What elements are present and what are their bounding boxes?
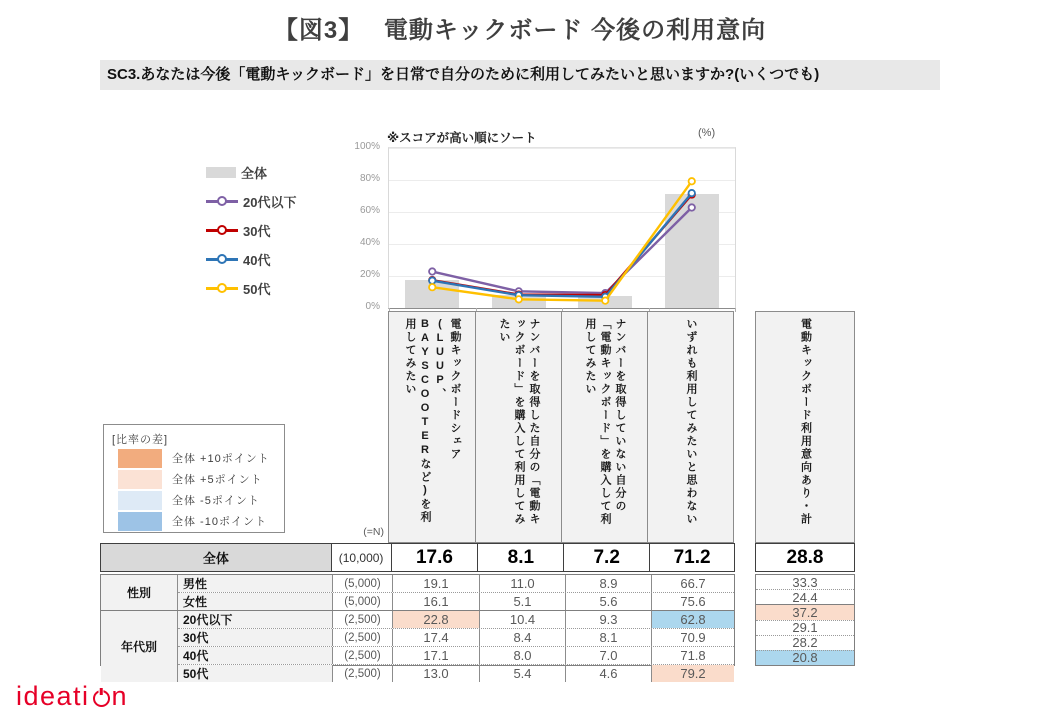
color-swatch-icon bbox=[118, 470, 162, 489]
summary-cell: 37.2 bbox=[756, 604, 854, 619]
n-label: (=N) bbox=[363, 526, 384, 538]
column-header: 電動キックボードシェア(LUUP、BAYSCOOTERなど)を利用してみたい bbox=[388, 311, 476, 543]
y-axis: 0% 20% 40% 60% 80% 100% bbox=[354, 141, 380, 312]
table-row bbox=[178, 575, 734, 592]
table-cell-value: 71.2 bbox=[649, 544, 734, 571]
summary-cell: 29.1 bbox=[756, 620, 854, 635]
summary-cell: 20.8 bbox=[756, 650, 854, 665]
group-label: 年代別 bbox=[101, 611, 177, 682]
table-cell-value: 5.4 bbox=[479, 665, 565, 682]
table-cell-value: 5.6 bbox=[565, 593, 651, 610]
table-cell-value: 70.9 bbox=[651, 629, 734, 646]
diff-legend-title: [比率の差] bbox=[112, 434, 169, 446]
table-cell-value: 13.0 bbox=[392, 665, 479, 682]
table-column-headers bbox=[388, 311, 734, 543]
diff-legend-item: 全体 -5ポイント bbox=[112, 490, 276, 510]
n-value: (2,500) bbox=[332, 647, 392, 664]
table-row bbox=[178, 592, 734, 610]
color-swatch-icon bbox=[118, 491, 162, 510]
table-cell-value: 10.4 bbox=[479, 611, 565, 628]
chart-legend bbox=[206, 164, 296, 296]
chart-plot-area bbox=[388, 147, 736, 309]
table-cell-value: 17.1 bbox=[392, 647, 479, 664]
summary-total-cell: 28.8 bbox=[755, 543, 855, 572]
legend-label: 30代 bbox=[243, 223, 271, 239]
row-label: 30代 bbox=[178, 629, 332, 646]
row-label: 50代 bbox=[178, 665, 332, 682]
summary-cell: 33.3 bbox=[792, 574, 818, 590]
legend-item-30s bbox=[206, 222, 296, 238]
table-cell-value: 71.8 bbox=[651, 647, 734, 664]
question-text: SC3.あなたは今後「電動キックボード」を日常で自分のために利用してみたいと思いますか?(いくつでも) bbox=[107, 66, 820, 83]
n-value: (5,000) bbox=[332, 593, 392, 610]
table-cell-value: 5.1 bbox=[479, 593, 565, 610]
table-body bbox=[100, 574, 735, 681]
line-swatch-icon bbox=[206, 227, 238, 234]
legend-item-total bbox=[206, 164, 296, 180]
row-label: 女性 bbox=[178, 593, 332, 610]
table-cell-value: 8.1 bbox=[565, 629, 651, 646]
table-row-total bbox=[100, 543, 735, 572]
table-row bbox=[178, 611, 734, 628]
n-value: (2,500) bbox=[332, 665, 392, 682]
table-cell-value: 8.4 bbox=[479, 629, 565, 646]
table-cell-value: 8.9 bbox=[565, 575, 651, 592]
summary-cell: 24.4 bbox=[756, 589, 854, 604]
table-row bbox=[178, 664, 734, 682]
table-cell-value: 8.0 bbox=[479, 647, 565, 664]
color-swatch-icon bbox=[118, 512, 162, 531]
legend-item-40s bbox=[206, 251, 296, 267]
table-row bbox=[178, 628, 734, 646]
question-bar bbox=[100, 60, 940, 90]
table-cell-value: 19.1 bbox=[392, 575, 479, 592]
bar-swatch-icon bbox=[206, 167, 236, 178]
table-cell-value: 17.4 bbox=[392, 629, 479, 646]
legend-label: 50代 bbox=[243, 281, 271, 297]
column-header: 電動キックボード利用意向あり・計 bbox=[755, 311, 855, 543]
row-label: 40代 bbox=[178, 647, 332, 664]
group-sex bbox=[101, 575, 734, 610]
row-label: 全体 bbox=[101, 544, 331, 571]
n-value: (5,000) bbox=[332, 575, 392, 592]
table-cell-value: 79.2 bbox=[651, 665, 734, 682]
diff-legend-item: 全体 -10ポイント bbox=[112, 511, 276, 531]
sort-note: ※スコアが高い順にソート bbox=[387, 131, 537, 145]
page-title: 【図3】 電動キックボード 今後の利用意向 bbox=[273, 17, 767, 44]
line-swatch-icon bbox=[206, 285, 238, 292]
table-cell-value: 7.0 bbox=[565, 647, 651, 664]
table-cell-value: 16.1 bbox=[392, 593, 479, 610]
table-cell-value: 66.7 bbox=[651, 575, 734, 592]
color-swatch-icon bbox=[118, 449, 162, 468]
legend-label: 20代以下 bbox=[243, 194, 297, 210]
table-cell-value: 4.6 bbox=[565, 665, 651, 682]
group-label: 性別 bbox=[101, 575, 177, 610]
line-swatch-icon bbox=[206, 198, 238, 205]
n-value: (10,000) bbox=[331, 544, 391, 571]
legend-label: 40代 bbox=[243, 252, 271, 268]
summary-column-body bbox=[755, 574, 855, 666]
summary-cell: 28.2 bbox=[756, 635, 854, 650]
legend-label: 全体 bbox=[241, 165, 268, 181]
diff-legend-item: 全体 +10ポイント bbox=[112, 448, 276, 468]
diff-legend-box bbox=[103, 424, 285, 533]
n-value: (2,500) bbox=[332, 611, 392, 628]
diff-legend-item: 全体 +5ポイント bbox=[112, 469, 276, 489]
legend-item-50s bbox=[206, 280, 296, 296]
line-swatch-icon bbox=[206, 256, 238, 263]
table-row bbox=[178, 646, 734, 664]
power-icon bbox=[93, 690, 110, 707]
table-cell-value: 7.2 bbox=[563, 544, 649, 571]
unit-label: (%) bbox=[698, 127, 716, 139]
table-cell-value: 75.6 bbox=[651, 593, 734, 610]
column-header: いずれも利用してみたいと思わない bbox=[647, 311, 734, 543]
group-age bbox=[101, 610, 734, 682]
table-cell-value: 11.0 bbox=[479, 575, 565, 592]
table-cell-value: 22.8 bbox=[392, 611, 479, 628]
row-label: 20代以下 bbox=[178, 611, 332, 628]
table-cell-value: 62.8 bbox=[651, 611, 734, 628]
column-header: ナンバーを取得していない自分の「電動キックボード」を購入して利用してみたい bbox=[561, 311, 648, 543]
table-cell-value: 8.1 bbox=[477, 544, 563, 571]
legend-item-20s bbox=[206, 193, 296, 209]
n-value: (2,500) bbox=[332, 629, 392, 646]
summary-column-header bbox=[755, 311, 855, 543]
table-cell-value: 9.3 bbox=[565, 611, 651, 628]
row-label: 男性 bbox=[178, 575, 332, 592]
column-header: ナンバーを取得した自分の「電動キックボード」を購入して利用してみたい bbox=[475, 311, 562, 543]
ideation-logo: ideati n bbox=[16, 681, 129, 711]
table-cell-value: 17.6 bbox=[391, 544, 478, 571]
